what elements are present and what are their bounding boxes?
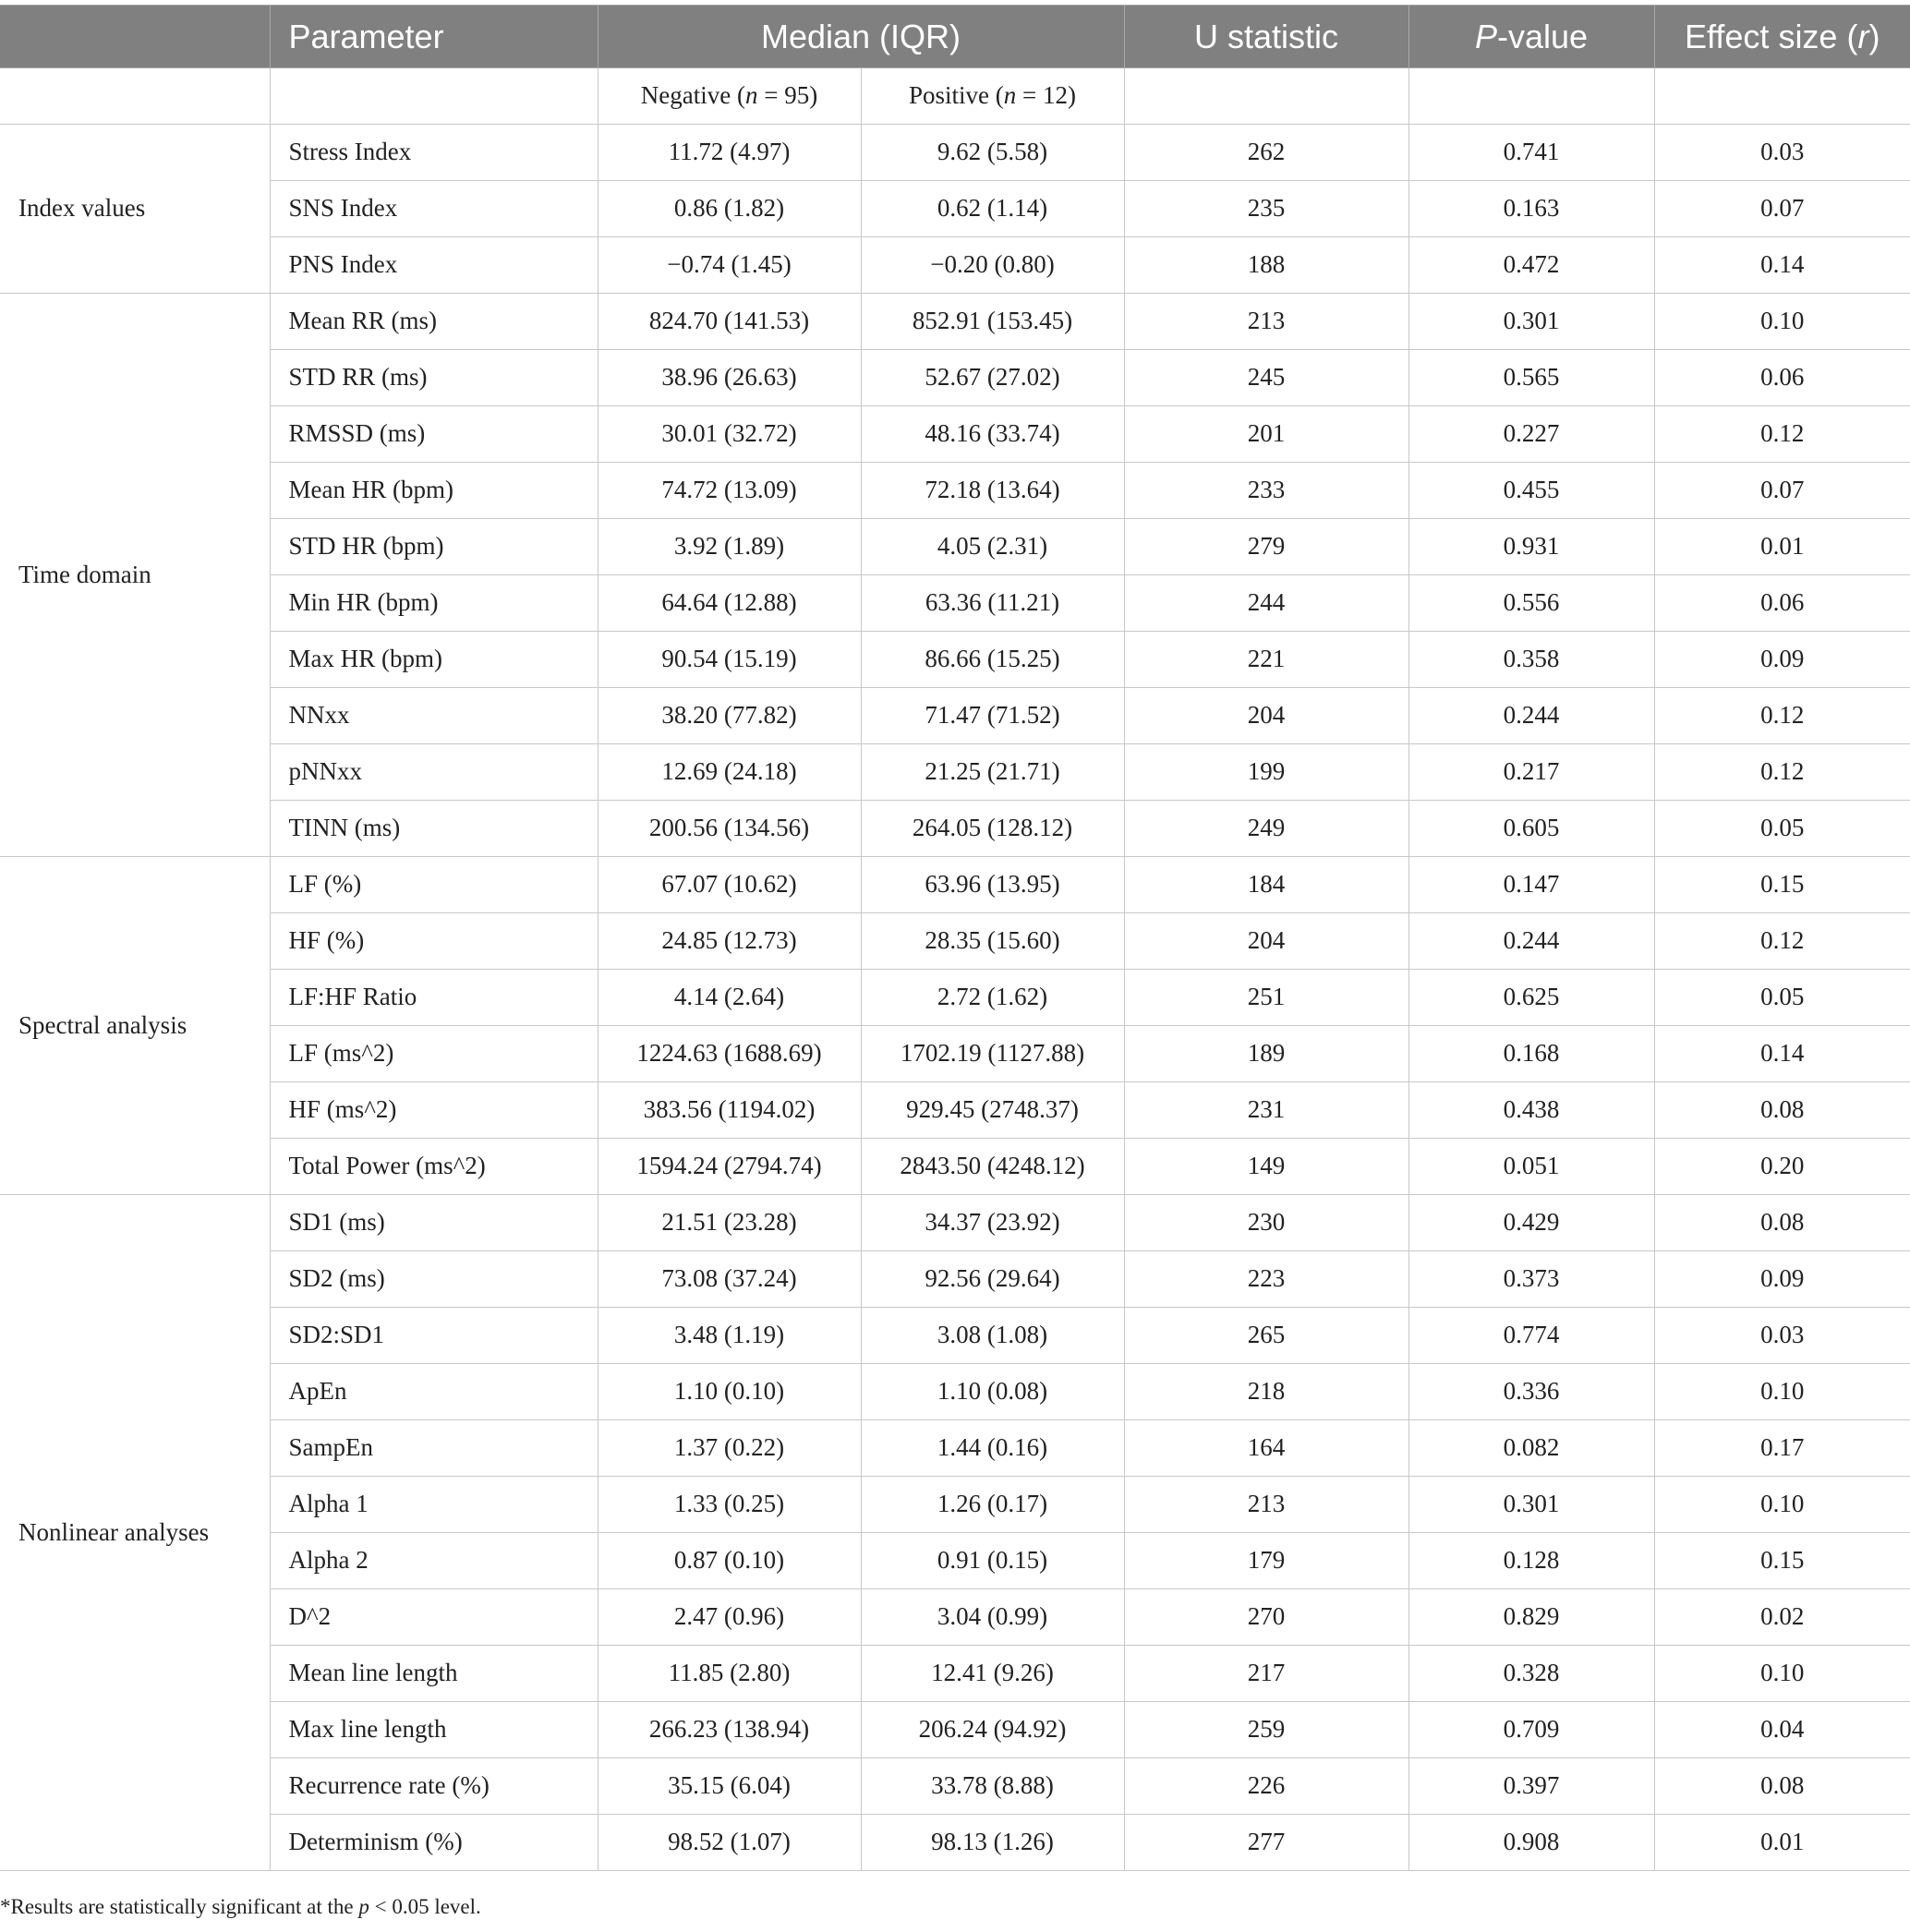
negative-median-cell: 30.01 (32.72) bbox=[598, 406, 861, 463]
table-row bbox=[0, 237, 1910, 294]
effect-size-cell: 0.02 bbox=[1654, 1589, 1910, 1646]
effect-size-cell: 0.12 bbox=[1654, 406, 1910, 463]
effect-size-cell: 0.03 bbox=[1654, 1308, 1910, 1364]
parameter-cell: SD2:SD1 bbox=[270, 1308, 598, 1364]
header-effect-size: Effect size (r) bbox=[1654, 6, 1910, 68]
negative-median-cell: 3.48 (1.19) bbox=[598, 1308, 861, 1364]
u-statistic-cell: 201 bbox=[1124, 406, 1408, 463]
positive-median-cell: 264.05 (128.12) bbox=[861, 801, 1124, 857]
p-value-cell: 0.709 bbox=[1408, 1702, 1654, 1758]
parameter-cell: TINN (ms) bbox=[270, 801, 598, 857]
p-value-cell: 0.556 bbox=[1408, 575, 1654, 632]
u-statistic-cell: 213 bbox=[1124, 294, 1408, 350]
header-median-iqr: Median (IQR) bbox=[598, 6, 1124, 68]
table-row bbox=[0, 1420, 1910, 1477]
table-row bbox=[0, 632, 1910, 688]
negative-median-cell: 35.15 (6.04) bbox=[598, 1758, 861, 1815]
effect-size-cell: 0.12 bbox=[1654, 913, 1910, 970]
effect-size-cell: 0.04 bbox=[1654, 1702, 1910, 1758]
p-value-cell: 0.168 bbox=[1408, 1026, 1654, 1082]
u-statistic-cell: 279 bbox=[1124, 519, 1408, 575]
effect-size-cell: 0.14 bbox=[1654, 1026, 1910, 1082]
table-row bbox=[0, 1026, 1910, 1082]
parameter-cell: Total Power (ms^2) bbox=[270, 1139, 598, 1195]
p-value-cell: 0.328 bbox=[1408, 1646, 1654, 1702]
header-group-cell bbox=[0, 6, 270, 68]
footnote: *Results are statistically significant at the p < 0.05 level. bbox=[0, 1895, 481, 1918]
u-statistic-cell: 231 bbox=[1124, 1082, 1408, 1139]
p-value-cell: 0.472 bbox=[1408, 237, 1654, 294]
effect-size-cell: 0.03 bbox=[1654, 125, 1910, 181]
u-statistic-cell: 249 bbox=[1124, 801, 1408, 857]
positive-median-cell: 48.16 (33.74) bbox=[861, 406, 1124, 463]
positive-median-cell: 12.41 (9.26) bbox=[861, 1646, 1124, 1702]
u-statistic-cell: 218 bbox=[1124, 1364, 1408, 1420]
table-row bbox=[0, 406, 1910, 463]
u-statistic-cell: 270 bbox=[1124, 1589, 1408, 1646]
positive-median-cell: 71.47 (71.52) bbox=[861, 688, 1124, 744]
positive-median-cell: 86.66 (15.25) bbox=[861, 632, 1124, 688]
u-statistic-cell: 164 bbox=[1124, 1420, 1408, 1477]
u-statistic-cell: 179 bbox=[1124, 1533, 1408, 1589]
negative-median-cell: 1594.24 (2794.74) bbox=[598, 1139, 861, 1195]
parameter-cell: STD HR (bpm) bbox=[270, 519, 598, 575]
parameter-cell: Recurrence rate (%) bbox=[270, 1758, 598, 1815]
parameter-cell: LF (ms^2) bbox=[270, 1026, 598, 1082]
table-row bbox=[0, 350, 1910, 406]
u-statistic-cell: 204 bbox=[1124, 913, 1408, 970]
p-value-cell: 0.082 bbox=[1408, 1420, 1654, 1477]
negative-median-cell: 383.56 (1194.02) bbox=[598, 1082, 861, 1139]
group-label-spectral: Spectral analysis bbox=[0, 857, 270, 1195]
table-row bbox=[0, 913, 1910, 970]
parameter-cell: ApEn bbox=[270, 1364, 598, 1420]
subheader-empty-p bbox=[1408, 68, 1654, 125]
table-row bbox=[0, 575, 1910, 632]
p-value-cell: 0.605 bbox=[1408, 801, 1654, 857]
p-value-cell: 0.429 bbox=[1408, 1195, 1654, 1251]
parameter-cell: Max line length bbox=[270, 1702, 598, 1758]
u-statistic-cell: 245 bbox=[1124, 350, 1408, 406]
table-row bbox=[0, 1477, 1910, 1533]
subheader-empty-u bbox=[1124, 68, 1408, 125]
positive-median-cell: 852.91 (153.45) bbox=[861, 294, 1124, 350]
p-value-cell: 0.455 bbox=[1408, 463, 1654, 519]
u-statistic-cell: 226 bbox=[1124, 1758, 1408, 1815]
negative-median-cell: 1.37 (0.22) bbox=[598, 1420, 861, 1477]
table-row bbox=[0, 125, 1910, 181]
subheader-empty-param bbox=[270, 68, 598, 125]
effect-size-cell: 0.14 bbox=[1654, 237, 1910, 294]
p-value-cell: 0.163 bbox=[1408, 181, 1654, 237]
table-row bbox=[0, 1308, 1910, 1364]
table-row bbox=[0, 1589, 1910, 1646]
group-label-index: Index values bbox=[0, 125, 270, 294]
u-statistic-cell: 233 bbox=[1124, 463, 1408, 519]
positive-median-cell: 0.91 (0.15) bbox=[861, 1533, 1124, 1589]
u-statistic-cell: 244 bbox=[1124, 575, 1408, 632]
u-statistic-cell: 265 bbox=[1124, 1308, 1408, 1364]
p-value-cell: 0.438 bbox=[1408, 1082, 1654, 1139]
positive-median-cell: 1.44 (0.16) bbox=[861, 1420, 1124, 1477]
positive-median-cell: 98.13 (1.26) bbox=[861, 1815, 1124, 1871]
negative-median-cell: 1.33 (0.25) bbox=[598, 1477, 861, 1533]
table-row bbox=[0, 857, 1910, 913]
effect-size-cell: 0.10 bbox=[1654, 1646, 1910, 1702]
table-row bbox=[0, 1364, 1910, 1420]
header-parameter: Parameter bbox=[270, 6, 598, 68]
parameter-cell: Determinism (%) bbox=[270, 1815, 598, 1871]
table-row bbox=[0, 970, 1910, 1026]
effect-size-cell: 0.15 bbox=[1654, 857, 1910, 913]
negative-median-cell: 64.64 (12.88) bbox=[598, 575, 861, 632]
effect-size-cell: 0.12 bbox=[1654, 688, 1910, 744]
negative-median-cell: 3.92 (1.89) bbox=[598, 519, 861, 575]
positive-median-cell: 0.62 (1.14) bbox=[861, 181, 1124, 237]
negative-median-cell: 90.54 (15.19) bbox=[598, 632, 861, 688]
positive-median-cell: 206.24 (94.92) bbox=[861, 1702, 1124, 1758]
effect-size-cell: 0.15 bbox=[1654, 1533, 1910, 1589]
positive-median-cell: 34.37 (23.92) bbox=[861, 1195, 1124, 1251]
positive-median-cell: 21.25 (21.71) bbox=[861, 744, 1124, 801]
header-row bbox=[0, 6, 1910, 68]
u-statistic-cell: 204 bbox=[1124, 688, 1408, 744]
effect-size-cell: 0.20 bbox=[1654, 1139, 1910, 1195]
subheader-negative: Negative (n = 95) bbox=[598, 68, 861, 125]
positive-median-cell: 2.72 (1.62) bbox=[861, 970, 1124, 1026]
table-row bbox=[0, 1251, 1910, 1308]
u-statistic-cell: 259 bbox=[1124, 1702, 1408, 1758]
u-statistic-cell: 217 bbox=[1124, 1646, 1408, 1702]
effect-size-cell: 0.01 bbox=[1654, 1815, 1910, 1871]
positive-median-cell: 52.67 (27.02) bbox=[861, 350, 1124, 406]
parameter-cell: RMSSD (ms) bbox=[270, 406, 598, 463]
parameter-cell: SNS Index bbox=[270, 181, 598, 237]
table-row bbox=[0, 463, 1910, 519]
negative-median-cell: 2.47 (0.96) bbox=[598, 1589, 861, 1646]
negative-median-cell: 67.07 (10.62) bbox=[598, 857, 861, 913]
effect-size-cell: 0.08 bbox=[1654, 1082, 1910, 1139]
positive-median-cell: 63.96 (13.95) bbox=[861, 857, 1124, 913]
header-p-value: P-value bbox=[1408, 6, 1654, 68]
positive-median-cell: 33.78 (8.88) bbox=[861, 1758, 1124, 1815]
effect-size-cell: 0.09 bbox=[1654, 632, 1910, 688]
p-value-cell: 0.147 bbox=[1408, 857, 1654, 913]
parameter-cell: SD2 (ms) bbox=[270, 1251, 598, 1308]
u-statistic-cell: 213 bbox=[1124, 1477, 1408, 1533]
parameter-cell: Alpha 2 bbox=[270, 1533, 598, 1589]
p-value-cell: 0.358 bbox=[1408, 632, 1654, 688]
negative-median-cell: 0.87 (0.10) bbox=[598, 1533, 861, 1589]
negative-median-cell: 38.96 (26.63) bbox=[598, 350, 861, 406]
p-value-cell: 0.301 bbox=[1408, 1477, 1654, 1533]
parameter-cell: SD1 (ms) bbox=[270, 1195, 598, 1251]
u-statistic-cell: 221 bbox=[1124, 632, 1408, 688]
effect-size-cell: 0.05 bbox=[1654, 801, 1910, 857]
negative-median-cell: 24.85 (12.73) bbox=[598, 913, 861, 970]
p-value-cell: 0.931 bbox=[1408, 519, 1654, 575]
parameter-cell: Alpha 1 bbox=[270, 1477, 598, 1533]
effect-size-cell: 0.10 bbox=[1654, 294, 1910, 350]
p-value-cell: 0.829 bbox=[1408, 1589, 1654, 1646]
table-row bbox=[0, 181, 1910, 237]
subheader-row bbox=[0, 68, 1910, 125]
effect-size-cell: 0.17 bbox=[1654, 1420, 1910, 1477]
parameter-cell: Mean RR (ms) bbox=[270, 294, 598, 350]
positive-median-cell: 929.45 (2748.37) bbox=[861, 1082, 1124, 1139]
u-statistic-cell: 184 bbox=[1124, 857, 1408, 913]
p-value-cell: 0.301 bbox=[1408, 294, 1654, 350]
table-body bbox=[0, 68, 1910, 1871]
table-header bbox=[0, 6, 1910, 68]
group-label-nonlinear: Nonlinear analyses bbox=[0, 1195, 270, 1871]
p-value-cell: 0.625 bbox=[1408, 970, 1654, 1026]
parameter-cell: Max HR (bpm) bbox=[270, 632, 598, 688]
u-statistic-cell: 149 bbox=[1124, 1139, 1408, 1195]
negative-median-cell: 74.72 (13.09) bbox=[598, 463, 861, 519]
u-statistic-cell: 199 bbox=[1124, 744, 1408, 801]
subheader-empty-r bbox=[1654, 68, 1910, 125]
parameter-cell: HF (%) bbox=[270, 913, 598, 970]
effect-size-cell: 0.12 bbox=[1654, 744, 1910, 801]
table-row bbox=[0, 1646, 1910, 1702]
positive-median-cell: −0.20 (0.80) bbox=[861, 237, 1124, 294]
u-statistic-cell: 251 bbox=[1124, 970, 1408, 1026]
negative-median-cell: 1.10 (0.10) bbox=[598, 1364, 861, 1420]
table-row bbox=[0, 1195, 1910, 1251]
parameter-cell: LF (%) bbox=[270, 857, 598, 913]
effect-size-cell: 0.07 bbox=[1654, 181, 1910, 237]
u-statistic-cell: 223 bbox=[1124, 1251, 1408, 1308]
parameter-cell: LF:HF Ratio bbox=[270, 970, 598, 1026]
p-value-cell: 0.741 bbox=[1408, 125, 1654, 181]
negative-median-cell: 73.08 (37.24) bbox=[598, 1251, 861, 1308]
parameter-cell: SampEn bbox=[270, 1420, 598, 1477]
u-statistic-cell: 277 bbox=[1124, 1815, 1408, 1871]
effect-size-cell: 0.10 bbox=[1654, 1477, 1910, 1533]
positive-median-cell: 4.05 (2.31) bbox=[861, 519, 1124, 575]
table-row bbox=[0, 744, 1910, 801]
parameter-cell: D^2 bbox=[270, 1589, 598, 1646]
header-u-statistic: U statistic bbox=[1124, 6, 1408, 68]
parameter-cell: pNNxx bbox=[270, 744, 598, 801]
table-row bbox=[0, 1702, 1910, 1758]
p-value-cell: 0.244 bbox=[1408, 688, 1654, 744]
negative-median-cell: 200.56 (134.56) bbox=[598, 801, 861, 857]
p-value-cell: 0.565 bbox=[1408, 350, 1654, 406]
parameter-cell: Min HR (bpm) bbox=[270, 575, 598, 632]
effect-size-cell: 0.06 bbox=[1654, 350, 1910, 406]
p-value-cell: 0.397 bbox=[1408, 1758, 1654, 1815]
positive-median-cell: 1.26 (0.17) bbox=[861, 1477, 1124, 1533]
effect-size-cell: 0.05 bbox=[1654, 970, 1910, 1026]
parameter-cell: Stress Index bbox=[270, 125, 598, 181]
table-row bbox=[0, 801, 1910, 857]
table-row bbox=[0, 1815, 1910, 1871]
u-statistic-cell: 230 bbox=[1124, 1195, 1408, 1251]
subheader-positive: Positive (n = 12) bbox=[861, 68, 1124, 125]
table-row bbox=[0, 1082, 1910, 1139]
table-row bbox=[0, 688, 1910, 744]
subheader-empty-group bbox=[0, 68, 270, 125]
table-row bbox=[0, 1533, 1910, 1589]
positive-median-cell: 2843.50 (4248.12) bbox=[861, 1139, 1124, 1195]
positive-median-cell: 63.36 (11.21) bbox=[861, 575, 1124, 632]
negative-median-cell: −0.74 (1.45) bbox=[598, 237, 861, 294]
positive-median-cell: 1702.19 (1127.88) bbox=[861, 1026, 1124, 1082]
parameter-cell: Mean HR (bpm) bbox=[270, 463, 598, 519]
negative-median-cell: 266.23 (138.94) bbox=[598, 1702, 861, 1758]
group-label-time: Time domain bbox=[0, 294, 270, 857]
negative-median-cell: 4.14 (2.64) bbox=[598, 970, 861, 1026]
negative-median-cell: 12.69 (24.18) bbox=[598, 744, 861, 801]
p-value-cell: 0.128 bbox=[1408, 1533, 1654, 1589]
negative-median-cell: 38.20 (77.82) bbox=[598, 688, 861, 744]
negative-median-cell: 1224.63 (1688.69) bbox=[598, 1026, 861, 1082]
parameter-cell: HF (ms^2) bbox=[270, 1082, 598, 1139]
table-row bbox=[0, 519, 1910, 575]
p-value-cell: 0.336 bbox=[1408, 1364, 1654, 1420]
negative-median-cell: 11.85 (2.80) bbox=[598, 1646, 861, 1702]
u-statistic-cell: 235 bbox=[1124, 181, 1408, 237]
parameter-cell: Mean line length bbox=[270, 1646, 598, 1702]
effect-size-cell: 0.06 bbox=[1654, 575, 1910, 632]
table-row bbox=[0, 1139, 1910, 1195]
effect-size-cell: 0.08 bbox=[1654, 1758, 1910, 1815]
results-table bbox=[0, 5, 1910, 1871]
table-row bbox=[0, 1758, 1910, 1815]
positive-median-cell: 92.56 (29.64) bbox=[861, 1251, 1124, 1308]
positive-median-cell: 72.18 (13.64) bbox=[861, 463, 1124, 519]
negative-median-cell: 0.86 (1.82) bbox=[598, 181, 861, 237]
negative-median-cell: 98.52 (1.07) bbox=[598, 1815, 861, 1871]
p-value-cell: 0.217 bbox=[1408, 744, 1654, 801]
positive-median-cell: 9.62 (5.58) bbox=[861, 125, 1124, 181]
parameter-cell: PNS Index bbox=[270, 237, 598, 294]
p-value-cell: 0.908 bbox=[1408, 1815, 1654, 1871]
p-value-cell: 0.051 bbox=[1408, 1139, 1654, 1195]
positive-median-cell: 3.08 (1.08) bbox=[861, 1308, 1124, 1364]
effect-size-cell: 0.01 bbox=[1654, 519, 1910, 575]
p-value-cell: 0.227 bbox=[1408, 406, 1654, 463]
effect-size-cell: 0.09 bbox=[1654, 1251, 1910, 1308]
positive-median-cell: 3.04 (0.99) bbox=[861, 1589, 1124, 1646]
effect-size-cell: 0.07 bbox=[1654, 463, 1910, 519]
u-statistic-cell: 188 bbox=[1124, 237, 1408, 294]
parameter-cell: STD RR (ms) bbox=[270, 350, 598, 406]
p-value-cell: 0.774 bbox=[1408, 1308, 1654, 1364]
positive-median-cell: 1.10 (0.08) bbox=[861, 1364, 1124, 1420]
negative-median-cell: 21.51 (23.28) bbox=[598, 1195, 861, 1251]
u-statistic-cell: 262 bbox=[1124, 125, 1408, 181]
negative-median-cell: 11.72 (4.97) bbox=[598, 125, 861, 181]
p-value-cell: 0.373 bbox=[1408, 1251, 1654, 1308]
positive-median-cell: 28.35 (15.60) bbox=[861, 913, 1124, 970]
u-statistic-cell: 189 bbox=[1124, 1026, 1408, 1082]
parameter-cell: NNxx bbox=[270, 688, 598, 744]
p-value-cell: 0.244 bbox=[1408, 913, 1654, 970]
table-row bbox=[0, 294, 1910, 350]
effect-size-cell: 0.10 bbox=[1654, 1364, 1910, 1420]
effect-size-cell: 0.08 bbox=[1654, 1195, 1910, 1251]
negative-median-cell: 824.70 (141.53) bbox=[598, 294, 861, 350]
